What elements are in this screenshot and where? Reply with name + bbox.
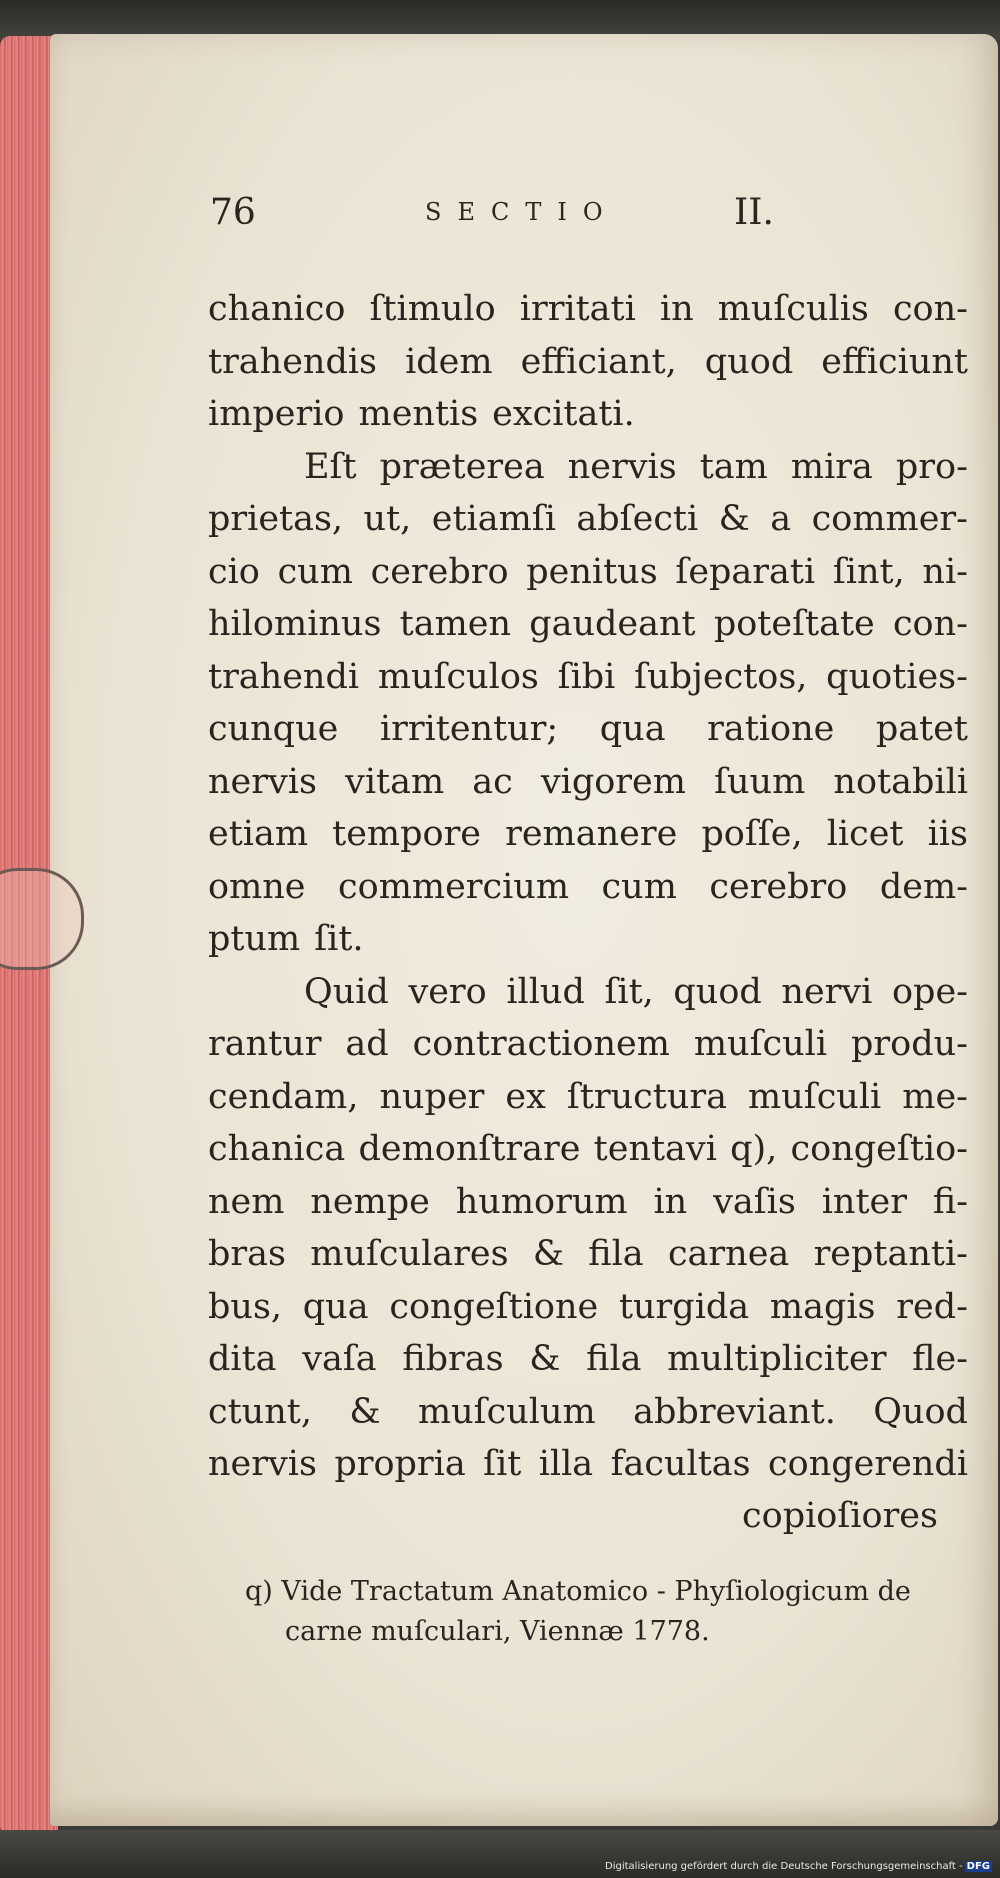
catchword: copioſiores — [742, 1496, 938, 1536]
word: produ- — [851, 1024, 968, 1064]
word: vitam — [345, 761, 445, 802]
word: ope- — [891, 971, 968, 1012]
word: nem — [208, 1181, 285, 1222]
word: red- — [896, 1286, 968, 1327]
word: vaſa — [302, 1339, 377, 1379]
word: ſit. — [314, 919, 364, 959]
word: bras — [208, 1234, 286, 1274]
word: muſculares — [310, 1234, 509, 1274]
text-line — [208, 808, 968, 861]
word: illud — [506, 971, 585, 1012]
word: quod — [673, 971, 762, 1012]
word: abſecti — [576, 499, 699, 539]
word: & — [529, 1339, 561, 1379]
word: me- — [902, 1076, 968, 1117]
word: a — [770, 499, 792, 539]
word: chanica — [208, 1129, 346, 1169]
text-line — [208, 1123, 968, 1176]
word: penitus — [526, 551, 658, 592]
text-line — [208, 703, 968, 756]
word: in — [653, 1181, 688, 1222]
page-header — [210, 192, 810, 240]
word: poteſtate — [713, 604, 875, 644]
word: abbreviant. — [633, 1391, 836, 1432]
text-line — [208, 1438, 968, 1491]
word: tempore — [332, 814, 482, 854]
running-head-number: II. — [734, 192, 774, 233]
word: congeſtio- — [790, 1129, 968, 1169]
word: cum — [601, 866, 677, 907]
word: cio — [208, 551, 260, 592]
word: ſint, — [832, 551, 905, 592]
word: tentavi — [593, 1129, 717, 1169]
word: muſculis — [717, 289, 869, 329]
footnote-line-2 — [245, 1612, 965, 1652]
word: ſeparati — [675, 551, 816, 592]
text-line — [208, 966, 968, 1019]
word: hilominus — [208, 604, 382, 644]
text-line — [208, 1071, 968, 1124]
word: ptum — [208, 919, 301, 959]
word: fila — [588, 1234, 644, 1274]
word: pro- — [895, 446, 968, 487]
word: & — [349, 1391, 381, 1432]
text-line — [208, 756, 968, 809]
word: ſubjectos, — [634, 656, 808, 697]
word: prietas, — [208, 499, 344, 539]
word: efficiant, — [520, 341, 677, 382]
word: præterea — [379, 446, 545, 487]
word: vaſis — [713, 1181, 796, 1222]
word: Quid — [304, 971, 389, 1012]
word: cendam, — [208, 1076, 359, 1117]
word: con- — [892, 289, 968, 329]
running-head: SECTIO — [425, 198, 619, 226]
word: poſſe, — [701, 814, 803, 854]
text-line — [208, 1333, 968, 1386]
word: commercium — [338, 866, 570, 907]
word: ut, — [363, 499, 412, 539]
text-line — [208, 598, 968, 651]
word: demonſtrare — [358, 1129, 581, 1169]
word: ctunt, — [208, 1391, 312, 1432]
text-line — [208, 1281, 968, 1334]
word: con- — [892, 604, 968, 644]
word: q), — [730, 1129, 778, 1169]
text-line — [208, 546, 968, 599]
word: nervi — [781, 971, 873, 1012]
word: ſtructura — [566, 1076, 727, 1117]
word: omne — [208, 866, 306, 907]
word: patet — [875, 709, 968, 749]
word: ſuum — [714, 761, 806, 802]
word: in — [659, 289, 694, 329]
word: nuper — [379, 1076, 485, 1117]
word: etiamſi — [431, 499, 556, 539]
text-line — [208, 913, 968, 966]
text-line — [208, 441, 968, 494]
word: ad — [345, 1024, 389, 1064]
word: carnea — [667, 1234, 790, 1274]
word: bus, — [208, 1286, 283, 1327]
word: trahendis — [208, 341, 378, 382]
word: idem — [405, 341, 493, 382]
text-line — [208, 1386, 968, 1439]
word: mira — [790, 446, 873, 487]
word: muſculi — [693, 1024, 828, 1064]
word: ſtimulo — [369, 289, 496, 329]
digitization-stamp — [605, 1861, 992, 1872]
word: nervis — [567, 446, 677, 487]
word: magis — [769, 1286, 876, 1327]
word: licet — [826, 814, 904, 854]
text-line — [208, 493, 968, 546]
footnote-line-1 — [245, 1572, 965, 1612]
body-text — [208, 283, 968, 1491]
footnote-text-2: carne muſculari, Viennæ 1778. — [285, 1616, 710, 1647]
word: etiam — [208, 814, 309, 854]
word: ſit, — [604, 971, 654, 1012]
word: muſculum — [417, 1391, 596, 1432]
word: & — [532, 1234, 564, 1274]
word: multipliciter — [667, 1339, 887, 1379]
word: efficiunt — [821, 341, 968, 382]
word: contractionem — [412, 1024, 670, 1064]
word: ſit — [483, 1444, 522, 1484]
text-line — [208, 861, 968, 914]
catchword-row — [208, 1490, 968, 1543]
word: muſculos — [377, 656, 539, 697]
footnote-marker: q) — [245, 1576, 273, 1607]
word: facultas — [610, 1444, 751, 1484]
word: dita — [208, 1339, 277, 1379]
word: tamen — [399, 604, 512, 644]
word: nervis — [208, 761, 317, 802]
word: vigorem — [540, 761, 686, 802]
text-line — [208, 1018, 968, 1071]
digitization-notice: Digitalisierung gefördert durch die Deutsche Forschungsgemeinschaft - — [605, 1861, 963, 1872]
word: imperio — [208, 394, 345, 434]
word: quoties- — [826, 656, 968, 697]
word: fila — [586, 1339, 642, 1379]
word: Eſt — [304, 446, 357, 487]
word: ni- — [922, 551, 968, 592]
word: propria — [334, 1444, 466, 1484]
word: quod — [704, 341, 794, 382]
word: congeſtione — [389, 1286, 599, 1327]
word: mentis — [358, 394, 479, 434]
scanner-bottom-bar — [0, 1830, 1000, 1878]
word: remanere — [505, 814, 678, 854]
word: rantur — [208, 1024, 322, 1064]
word: trahendi — [208, 656, 360, 697]
text-line — [208, 651, 968, 704]
footnote — [245, 1572, 965, 1652]
word: illa — [538, 1444, 594, 1484]
word: excitati. — [492, 394, 635, 434]
word: cunque — [208, 709, 339, 749]
word: notabili — [833, 761, 968, 802]
word: muſculi — [748, 1076, 882, 1117]
word: Quod — [873, 1391, 968, 1432]
word: nempe — [310, 1181, 430, 1222]
text-line — [208, 1228, 968, 1281]
text-line — [208, 1176, 968, 1229]
word: ac — [472, 761, 513, 802]
word: turgida — [618, 1286, 750, 1327]
word: chanico — [208, 289, 346, 329]
footnote-text-1: Vide Tractatum Anatomico - Phyſiologicum de — [281, 1576, 911, 1607]
word: inter — [821, 1181, 907, 1222]
page-number: 76 — [210, 192, 256, 233]
word: cerebro — [709, 866, 848, 907]
text-line — [208, 283, 968, 336]
word: congerendi — [768, 1444, 968, 1484]
word: commer- — [811, 499, 968, 539]
word: tam — [699, 446, 768, 487]
word: iis — [927, 814, 968, 854]
word: cum — [277, 551, 353, 592]
word: ex — [505, 1076, 546, 1117]
word: fi- — [932, 1181, 968, 1222]
word: irritati — [519, 289, 636, 329]
word: humorum — [455, 1181, 628, 1222]
word: qua — [302, 1286, 369, 1327]
text-line — [208, 388, 968, 441]
dfg-logo: DFG — [966, 1861, 990, 1872]
word: nervis — [208, 1444, 317, 1484]
word: gaudeant — [529, 604, 696, 644]
word: ratione — [707, 709, 835, 749]
word: reptanti- — [813, 1234, 968, 1274]
word: ſibi — [557, 656, 616, 697]
word: & — [718, 499, 750, 539]
word: fibras — [402, 1339, 504, 1379]
word: irritentur; — [379, 709, 559, 749]
word: qua — [599, 709, 666, 749]
text-line — [208, 336, 968, 389]
word: fle- — [912, 1339, 968, 1379]
word: dem- — [879, 866, 968, 907]
word: cerebro — [370, 551, 509, 592]
word: vero — [408, 971, 487, 1012]
